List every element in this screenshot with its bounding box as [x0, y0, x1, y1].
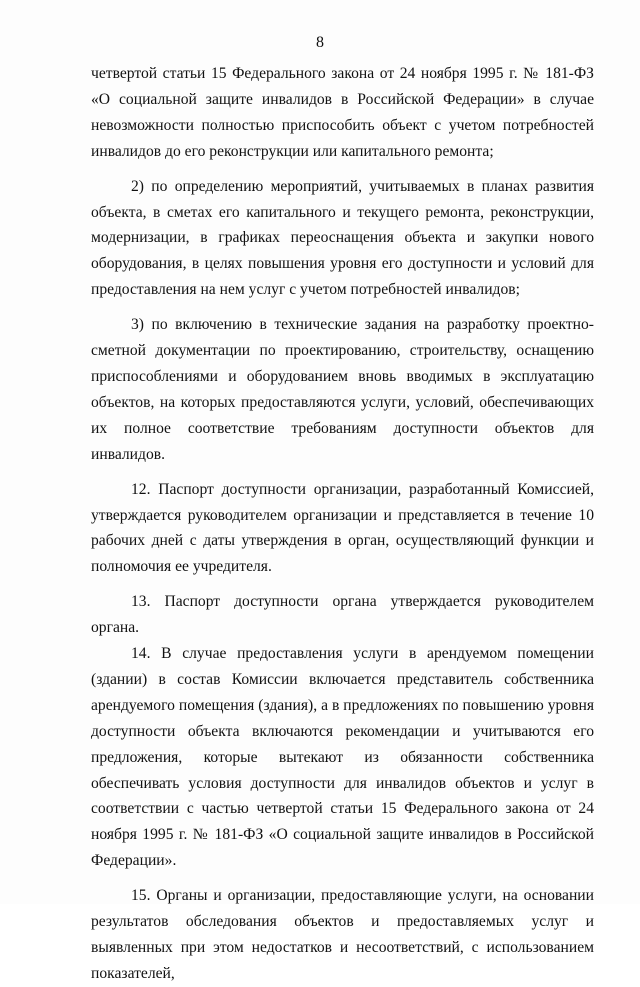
page-number: 8 — [316, 34, 324, 51]
paragraph-clause-12: 12. Паспорт доступности организации, разработанный Комиссией, утверждается руководителем организации и представляется в течение 10 рабочих дней с даты утверждения в орган, осуществляющий функции и полномочия ее учредителя. — [91, 480, 594, 576]
paragraph-item-3: 3) по включению в технические задания на разработку проектно-сметной документации по проектированию, строительству, оснащению приспособлениями и оборудованием вновь вводимых в эксплуатацию объектов, на которых предоставляются услуги, условий, обеспечивающих их полное соответствие требованиям доступности объектов для инвалидов. — [91, 316, 594, 463]
paragraph-clause-14: 14. В случае предоставления услуги в арендуемом помещении (здании) в состав Комиссии включается представитель собственника арендуемого помещения (здания), а в предложениях по повышению уровня доступности объекта включаются рекомендации и учитываются его предложения, которые вытекают из обязанности собственника обеспечивать условия доступности для инвалидов объектов и услуг в соответствии с частью четвертой статьи 15 Федерального закона от 24 ноября 1995 г. № 181-ФЗ «О социальной защите инвалидов в Российской Федерации». — [91, 645, 594, 870]
paragraph-item-2: 2) по определению мероприятий, учитываемых в планах развития объекта, в сметах его капитального и текущего ремонта, реконструкции, модернизации, в графиках переоснащения объекта и закупки нового оборудования, в целях повышения уровня его доступности и условий для предоставления на нем услуг с учетом потребностей инвалидов; — [91, 177, 594, 299]
paragraph-clause-13: 13. Паспорт доступности органа утверждается руководителем органа. — [91, 593, 594, 637]
paragraph-clause-15: 15. Органы и организации, предоставляющие услуги, на основании результатов обследования объектов и предоставляемых услуг и выявленных при этом недостатков и несоответствий, с использованием показателей, — [91, 887, 594, 982]
document-body — [91, 61, 594, 987]
paragraph-continuation: четвертой статьи 15 Федерального закона от 24 ноября 1995 г. № 181-ФЗ «О социальной защите инвалидов в Российской Федерации» в случае невозможности полностью приспособить объект с учетом потребностей инвалидов до его реконструкции или капитального ремонта; — [91, 65, 594, 160]
